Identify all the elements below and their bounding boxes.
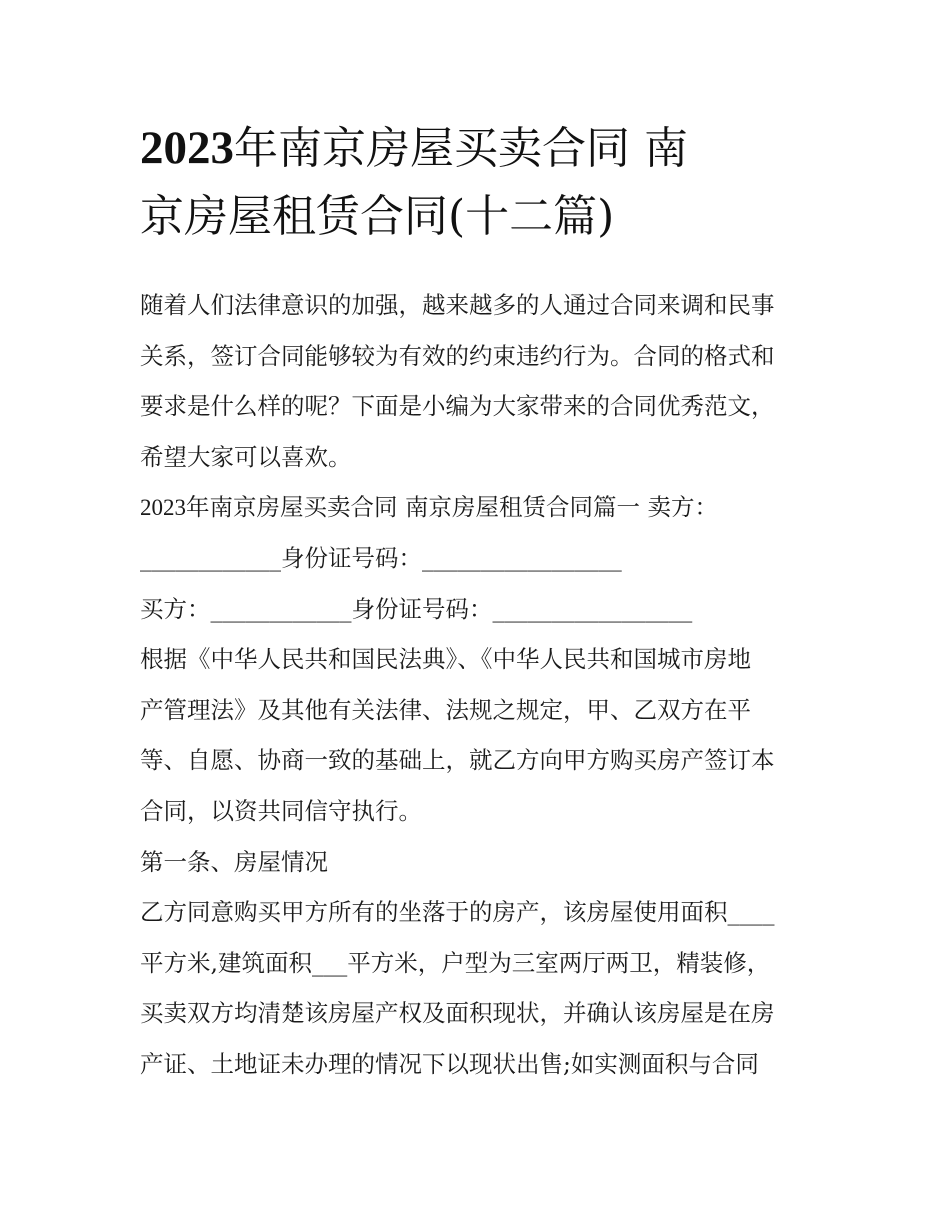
title-line-2: 京房屋租赁合同(十二篇): [140, 191, 615, 242]
basis-line: 产管理法》及其他有关法律、法规之规定，甲、乙双方在平: [140, 695, 751, 724]
document-body: [140, 280, 820, 1090]
article1-line: 买卖双方均清楚该房屋产权及面积现状，并确认该房屋是在房: [140, 999, 775, 1028]
article1-heading: 第一条、房屋情况: [140, 847, 328, 876]
buyer-line: 买方：____________身份证号码：_________________: [140, 594, 693, 623]
basis-line: 根据《中华人民共和国民法典》、《中华人民共和国城市房地: [140, 645, 751, 674]
section-heading: [140, 482, 820, 533]
title-line-1: [140, 114, 830, 183]
seller-id-line: ____________身份证号码：_________________: [140, 543, 622, 572]
article1-line: 平方米,建筑面积___平方米，户型为三室两厅两卫，精装修，: [140, 948, 771, 977]
section-heading-year: 2023: [140, 495, 186, 521]
title-line-1-text: 年南京房屋买卖合同 南: [234, 123, 688, 174]
basis-line: 等、自愿、协商一致的基础上，就乙方向甲方购买房产签订本: [140, 746, 775, 775]
intro-line: 要求是什么样的呢？下面是小编为大家带来的合同优秀范文，: [140, 392, 775, 421]
title-year: 2023: [140, 122, 234, 174]
section-heading-text: 年南京房屋买卖合同 南京房屋租赁合同篇一 卖方：: [186, 493, 718, 522]
document-title: [140, 114, 830, 251]
basis-line: 合同，以资共同信守执行。: [140, 796, 422, 825]
article1-line: 乙方同意购买甲方所有的坐落于的房产，该房屋使用面积____: [140, 898, 775, 927]
intro-line: 希望大家可以喜欢。: [140, 442, 352, 471]
intro-line: 关系，签订合同能够较为有效的约束违约行为。合同的格式和: [140, 341, 775, 370]
article1-line: 产证、土地证未办理的情况下以现状出售;如实测面积与合同: [140, 1049, 759, 1078]
intro-line: 随着人们法律意识的加强，越来越多的人通过合同来调和民事: [140, 291, 775, 319]
